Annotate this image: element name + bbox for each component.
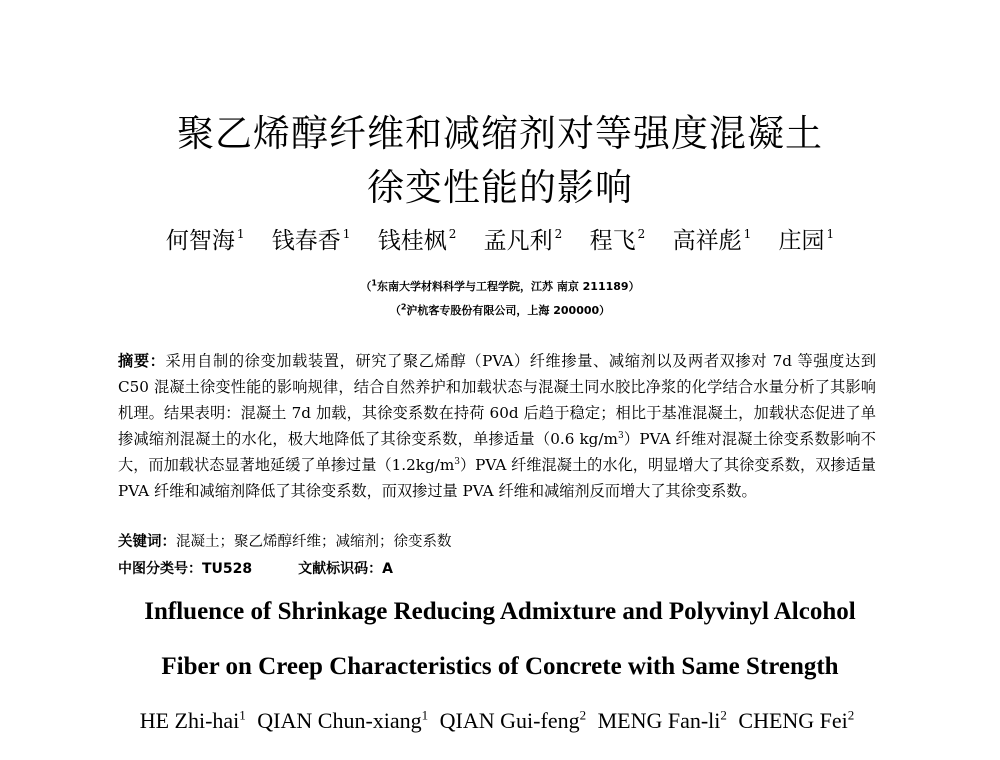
affiliation-2: （$^2$沪杭客专股份有限公司，上海 200000） [389, 302, 611, 317]
document-code: 文献标识码：A [298, 561, 393, 577]
author-en: QIAN Gui-feng$^2$ [439, 708, 587, 734]
authors-en [0, 708, 1000, 734]
author-en: HE Zhi-hai$^1$ [139, 708, 246, 734]
author-zh: 程飞 $^2$ [589, 227, 646, 254]
keywords-text: 混凝土；聚乙烯醇纤维；减缩剂；徐变系数 [176, 534, 452, 550]
author-zh: 钱春香 $^1$ [271, 227, 351, 254]
title-en-line-1: Influence of Shrinkage Reducing Admixture and Polyvinyl Alcohol [144, 598, 856, 625]
author-en: QIAN Chun-xiang$^1$ [257, 708, 429, 734]
author-zh: 庄园 $^1$ [778, 227, 835, 254]
author-zh: 钱桂枫 $^2$ [377, 227, 457, 254]
author-en: MENG Fan-$li^2$ [597, 708, 727, 734]
author-zh: 何智海 $^1$ [165, 227, 245, 254]
abstract-label: 摘要： [118, 352, 166, 370]
keywords-label: 关键词： [118, 534, 176, 550]
author-zh: 孟凡利 $^2$ [483, 227, 563, 254]
classification [118, 558, 878, 578]
author-en: CHENG Fei$^2$ [738, 708, 855, 734]
title-en-line-2: Fiber on Creep Characteristics of Concrete with Same Strength [161, 653, 839, 680]
title-zh-line-1: 聚乙烯醇纤维和减缩剂对等强度混凝土 [177, 112, 823, 155]
clc-number: 中图分类号：TU528 [118, 561, 253, 577]
authors-zh [0, 222, 1000, 255]
keywords [118, 530, 878, 551]
affiliation-1: （$^1$东南大学材料科学与工程学院，江苏 南京 211189） [360, 278, 640, 293]
abstract: 摘要：采用自制的徐变加载装置，研究了聚乙烯醇（PVA）纤维掺量、减缩剂以及两者双掺对 7d 等强度达到 C50 混凝土徐变性能的影响规律，结合自然养护和加载状态与混凝土同水胶比净浆的化学结合水量分析了其影响机理。结果表明：混凝土 7d 加载，其徐变系数在持荷 60d 后趋于稳定；相比于基准混凝土，加载状态促进了单掺减缩剂混凝土的水化，极大地降低了其徐变系数，单掺适量（0.6 $kg/m^3)PVA$ 纤维对混凝土徐变系数影响不大，而加载状态显著地延缓了单掺过量$(1.2kg/m^3)PVA$ 纤维混凝土的水化，明显增大了其徐变系数，双掺适量 PVA 纤维和减缩剂降低了其徐变系数，而双掺过量 PVA 纤维和减缩剂反而增大了其徐变系数。 [118, 352, 876, 500]
title-zh-line-2: 徐变性能的影响 [367, 166, 633, 209]
author-zh: 高祥彪 $^1$ [672, 227, 752, 254]
